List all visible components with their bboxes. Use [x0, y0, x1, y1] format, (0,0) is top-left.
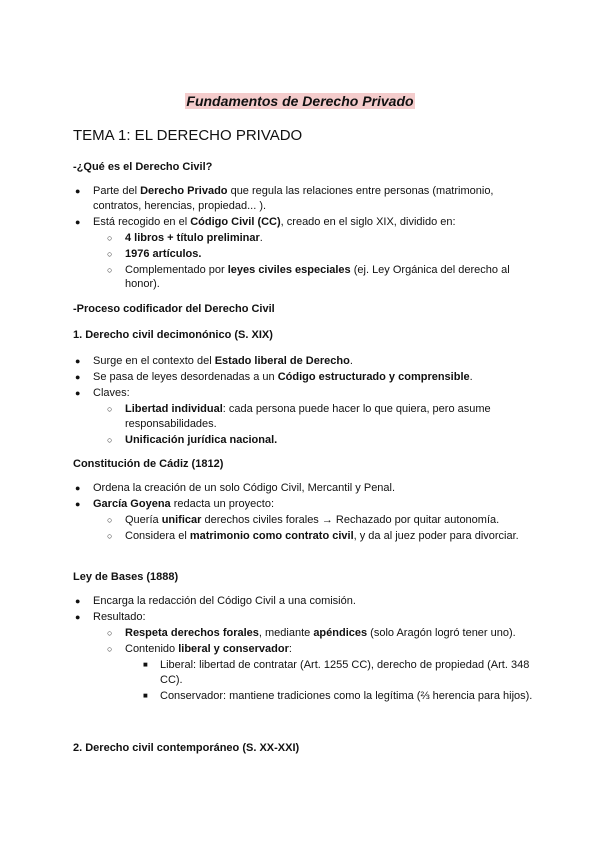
section-heading-que-es: -¿Qué es el Derecho Civil? [73, 161, 213, 173]
list-item: ○ Unificación jurídica nacional. [107, 433, 278, 446]
list-item: ● Resultado: [75, 611, 146, 623]
section-list-decimononico [73, 354, 543, 449]
section-heading-cadiz: Constitución de Cádiz (1812) [73, 458, 224, 470]
section-list-ley-bases [73, 594, 543, 705]
list-item: ○ Complementado por leyes civiles especiales (ej. Ley Orgánica del derecho al honor). [107, 263, 510, 290]
section-list-que-es [73, 184, 543, 293]
section-heading-decimononico: 1. Derecho civil decimonónico (S. XIX) [73, 329, 273, 341]
list-item: ○ Quería unificar derechos civiles forales → Rechazado por quitar autonomía. [107, 514, 500, 526]
list-item: ○ Considera el matrimonio como contrato civil, y da al juez poder para divorciar. [107, 530, 519, 542]
list-item: ○ Libertad individual: cada persona puede hacer lo que quiera, pero asume responsabilidades. [107, 403, 491, 430]
list-item: ● Ordena la creación de un solo Código Civil, Mercantil y Penal. [75, 482, 396, 494]
list-item: ● Está recogido en el Código Civil (CC), creado en el siglo XIX, dividido en: [75, 215, 456, 228]
list-item: ● Encarga la redacción del Código Civil a una comisión. [75, 595, 356, 607]
tema-heading: TEMA 1: EL DERECHO PRIVADO [73, 127, 303, 144]
section-heading-ley-bases: Ley de Bases (1888) [73, 571, 179, 583]
list-item: ■ Conservador: mantiene tradiciones como la legítima (⅔ herencia para hijos). [143, 689, 533, 702]
list-item: ○ Contenido liberal y conservador: [107, 643, 292, 655]
list-item: ○ 4 libros + título preliminar. [107, 231, 263, 244]
section-heading-contemporaneo: 2. Derecho civil contemporáneo (S. XX-XXI) [73, 742, 300, 754]
list-item: ● Claves: [75, 387, 130, 399]
list-item: ● Surge en el contexto del Estado liberal de Derecho. [75, 355, 353, 367]
document-title: Fundamentos de Derecho Privado [186, 93, 414, 109]
list-item: ■ Liberal: libertad de contratar (Art. 1255 CC), derecho de propiedad (Art. 348 CC). [143, 659, 530, 686]
list-item: ○ Respeta derechos forales, mediante apéndices (solo Aragón logró tener uno). [107, 627, 516, 639]
list-item: ● Parte del Derecho Privado que regula las relaciones entre personas (matrimonio, contratos, herencias, propiedad... ). [75, 185, 494, 212]
section-heading-proceso: -Proceso codificador del Derecho Civil [73, 303, 275, 315]
list-item: ● Se pasa de leyes desordenadas a un Código estructurado y comprensible. [75, 371, 473, 383]
section-list-cadiz [73, 481, 543, 545]
list-item: ● García Goyena redacta un proyecto: [75, 498, 274, 510]
list-item: ○ 1976 artículos. [107, 247, 202, 260]
